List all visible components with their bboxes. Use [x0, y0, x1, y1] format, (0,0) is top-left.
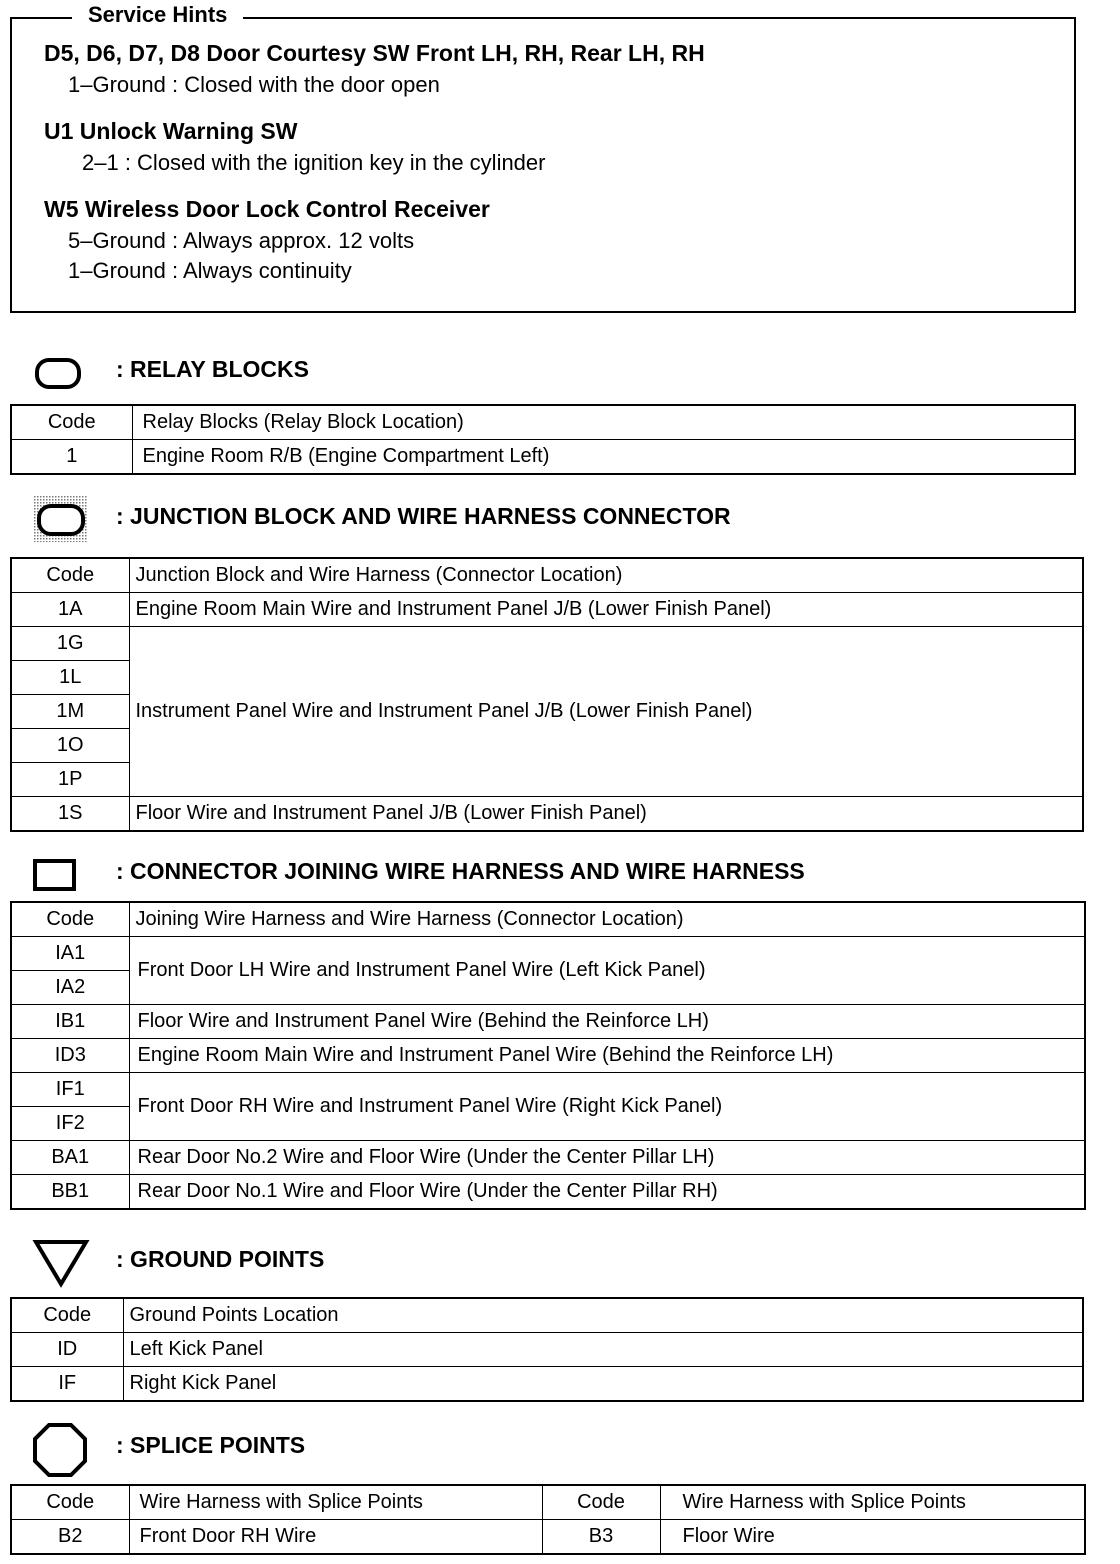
row-description: Rear Door No.2 Wire and Floor Wire (Under the Center Pillar LH): [129, 1141, 1085, 1175]
row-code: BA1: [11, 1141, 129, 1175]
header-code: Code: [11, 1298, 123, 1333]
row-description: Floor Wire and Instrument Panel J/B (Lower Finish Panel): [129, 797, 1083, 832]
row-code: IA2: [11, 971, 129, 1005]
row-code: IF1: [11, 1073, 129, 1107]
hint-heading-wireless-receiver: W5 Wireless Door Lock Control Receiver: [44, 196, 490, 222]
row-code: IF: [11, 1367, 123, 1402]
table-header-row: [11, 902, 1085, 937]
table-row: [11, 1175, 1085, 1210]
table-row: [11, 1520, 1085, 1555]
row-code: 1L: [11, 661, 129, 695]
connector-table: [10, 901, 1086, 1210]
hint-heading-door-courtesy: D5, D6, D7, D8 Door Courtesy SW Front LH, RH, Rear LH, RH: [44, 40, 705, 66]
table-row: [11, 1073, 1085, 1107]
row-code: ID3: [11, 1039, 129, 1073]
header-code: Code: [11, 405, 132, 440]
ground-points-title: : GROUND POINTS: [116, 1246, 325, 1272]
hint-heading-unlock-warning: U1 Unlock Warning SW: [44, 118, 298, 144]
header-description: Junction Block and Wire Harness (Connector Location): [129, 558, 1083, 593]
row-description: Floor Wire and Instrument Panel Wire (Behind the Reinforce LH): [129, 1005, 1085, 1039]
header-description: Ground Points Location: [123, 1298, 1083, 1333]
table-row: [11, 1005, 1085, 1039]
table-row: [11, 593, 1083, 627]
header-description: Relay Blocks (Relay Block Location): [132, 405, 1075, 440]
row-code: 1O: [11, 729, 129, 763]
table-row: [11, 797, 1083, 832]
hint-line-door-courtesy: 1–Ground : Closed with the door open: [68, 72, 440, 97]
row-code: ID: [11, 1333, 123, 1367]
table-row: [11, 440, 1075, 475]
row-code: IF2: [11, 1107, 129, 1141]
header-code: Code: [11, 902, 129, 937]
row-description: Front Door LH Wire and Instrument Panel Wire (Left Kick Panel): [129, 937, 1085, 1005]
splice-points-title: : SPLICE POINTS: [116, 1432, 306, 1458]
row-code: 1: [11, 440, 132, 475]
shaded-rounded-rectangle-icon: [34, 496, 88, 542]
row-code: 1A: [11, 593, 129, 627]
junction-block-title: : JUNCTION BLOCK AND WIRE HARNESS CONNECTOR: [116, 503, 731, 529]
table-header-row: [11, 558, 1083, 593]
row-description: Front Door RH Wire and Instrument Panel Wire (Right Kick Panel): [129, 1073, 1085, 1141]
row-description: Engine Room Main Wire and Instrument Panel Wire (Behind the Reinforce LH): [129, 1039, 1085, 1073]
table-row: [11, 1367, 1083, 1402]
junction-block-table: [10, 557, 1084, 832]
relay-blocks-table: [10, 404, 1076, 475]
row-code: IB1: [11, 1005, 129, 1039]
service-hints-title: Service Hints: [72, 2, 243, 28]
table-row: [11, 1141, 1085, 1175]
splice-points-table: [10, 1484, 1086, 1555]
table-row: [11, 627, 1083, 661]
row-code: IA1: [11, 937, 129, 971]
row-description: Engine Room Main Wire and Instrument Panel J/B (Lower Finish Panel): [129, 593, 1083, 627]
header-code: Code: [542, 1485, 660, 1520]
row-description: Left Kick Panel: [123, 1333, 1083, 1367]
hint-line-unlock-warning: 2–1 : Closed with the ignition key in the cylinder: [82, 150, 546, 175]
row-description: Floor Wire: [660, 1520, 1085, 1555]
table-row: [11, 1039, 1085, 1073]
row-description: Engine Room R/B (Engine Compartment Left): [132, 440, 1075, 475]
table-header-row: [11, 1298, 1083, 1333]
rounded-rectangle-icon: [34, 356, 84, 392]
connector-title: : CONNECTOR JOINING WIRE HARNESS AND WIRE HARNESS: [116, 858, 805, 884]
relay-blocks-title: : RELAY BLOCKS: [116, 356, 309, 382]
header-description: Wire Harness with Splice Points: [129, 1485, 542, 1520]
row-description: Front Door RH Wire: [129, 1520, 542, 1555]
table-row: [11, 1333, 1083, 1367]
row-code: 1M: [11, 695, 129, 729]
ground-points-table: [10, 1297, 1084, 1402]
row-description: Right Kick Panel: [123, 1367, 1083, 1402]
hint-line-wireless-receiver-1: 5–Ground : Always approx. 12 volts: [68, 228, 415, 253]
table-header-row: [11, 405, 1075, 440]
row-description: Rear Door No.1 Wire and Floor Wire (Under the Center Pillar RH): [129, 1175, 1085, 1210]
header-description: Joining Wire Harness and Wire Harness (Connector Location): [129, 902, 1085, 937]
row-description: Instrument Panel Wire and Instrument Panel J/B (Lower Finish Panel): [129, 627, 1083, 797]
hint-line-wireless-receiver-2: 1–Ground : Always continuity: [68, 258, 352, 283]
octagon-icon: [32, 1422, 88, 1478]
row-code: BB1: [11, 1175, 129, 1210]
table-header-row: [11, 1485, 1085, 1520]
row-code: 1P: [11, 763, 129, 797]
row-code: B2: [11, 1520, 129, 1555]
rectangle-icon: [32, 857, 78, 893]
table-row: [11, 937, 1085, 971]
row-code: 1G: [11, 627, 129, 661]
header-code: Code: [11, 1485, 129, 1520]
row-code: B3: [542, 1520, 660, 1555]
triangle-down-icon: [32, 1238, 90, 1288]
header-code: Code: [11, 558, 129, 593]
header-description: Wire Harness with Splice Points: [660, 1485, 1085, 1520]
row-code: 1S: [11, 797, 129, 832]
